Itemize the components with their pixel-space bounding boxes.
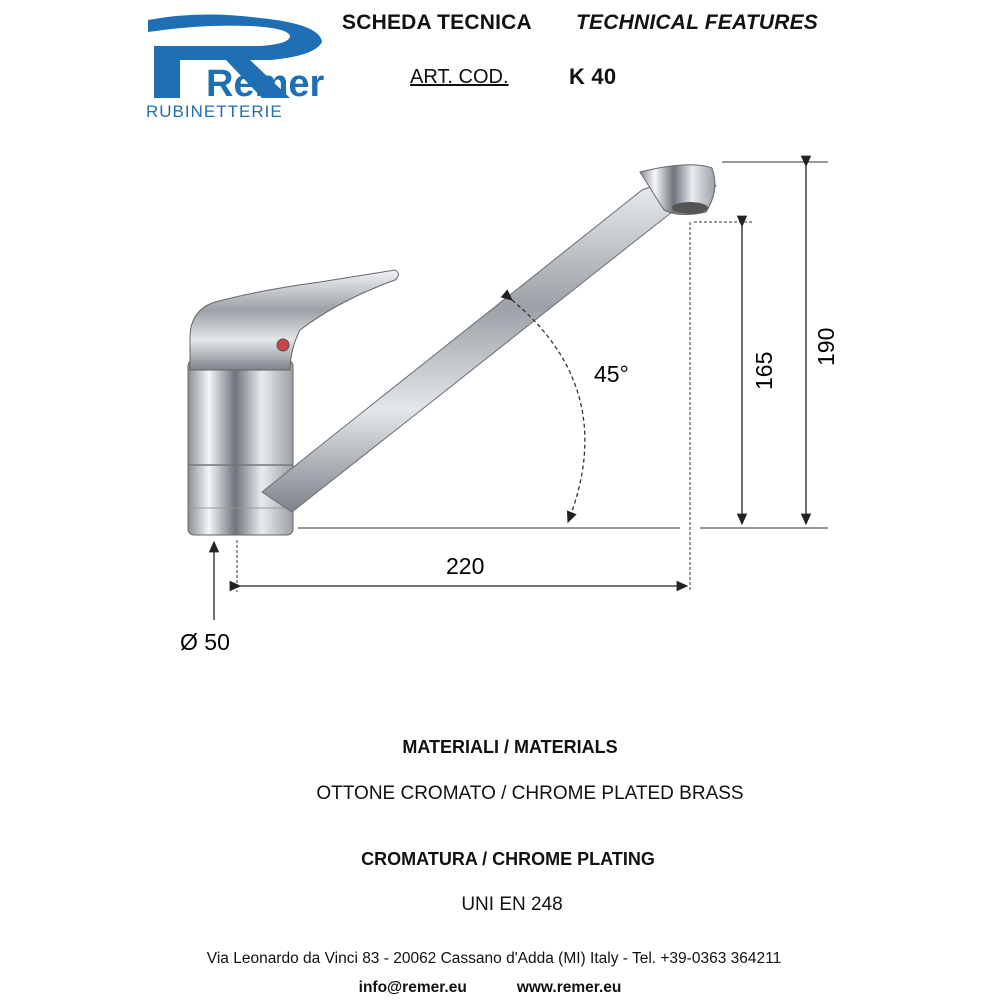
dim-height-total: 190	[813, 327, 839, 366]
footer-website[interactable]: www.remer.eu	[516, 979, 622, 996]
materials-title: MATERIALI / MATERIALS	[402, 737, 618, 757]
faucet-body	[188, 360, 293, 535]
materials-value: OTTONE CROMATO / CHROME PLATED BRASS	[316, 783, 744, 804]
dim-height-spout: 165	[751, 351, 777, 390]
angle-arc	[512, 300, 585, 522]
art-code-label: ART. COD.	[410, 66, 509, 88]
faucet-lever	[190, 270, 399, 370]
dim-length: 220	[446, 553, 485, 579]
title-english: TECHNICAL FEATURES	[576, 11, 818, 34]
plating-value: UNI EN 248	[461, 894, 563, 915]
title-italian: SCHEDA TECNICA	[342, 11, 532, 34]
footer-address: Via Leonardo da Vinci 83 - 20062 Cassano d'Adda (MI) Italy - Tel. +39-0363 364211	[206, 950, 782, 967]
logo-subtitle: RUBINETTERIE	[146, 102, 283, 121]
logo-word: Remer	[206, 63, 325, 105]
dim-diameter: Ø 50	[180, 629, 230, 655]
footer-contacts	[0, 979, 990, 997]
art-code-value: K 40	[569, 64, 617, 89]
faucet-spout	[262, 165, 716, 512]
angle-label: 45°	[594, 361, 629, 387]
plating-title: CROMATURA / CHROME PLATING	[361, 849, 655, 869]
footer-email[interactable]: info@remer.eu	[358, 979, 467, 996]
